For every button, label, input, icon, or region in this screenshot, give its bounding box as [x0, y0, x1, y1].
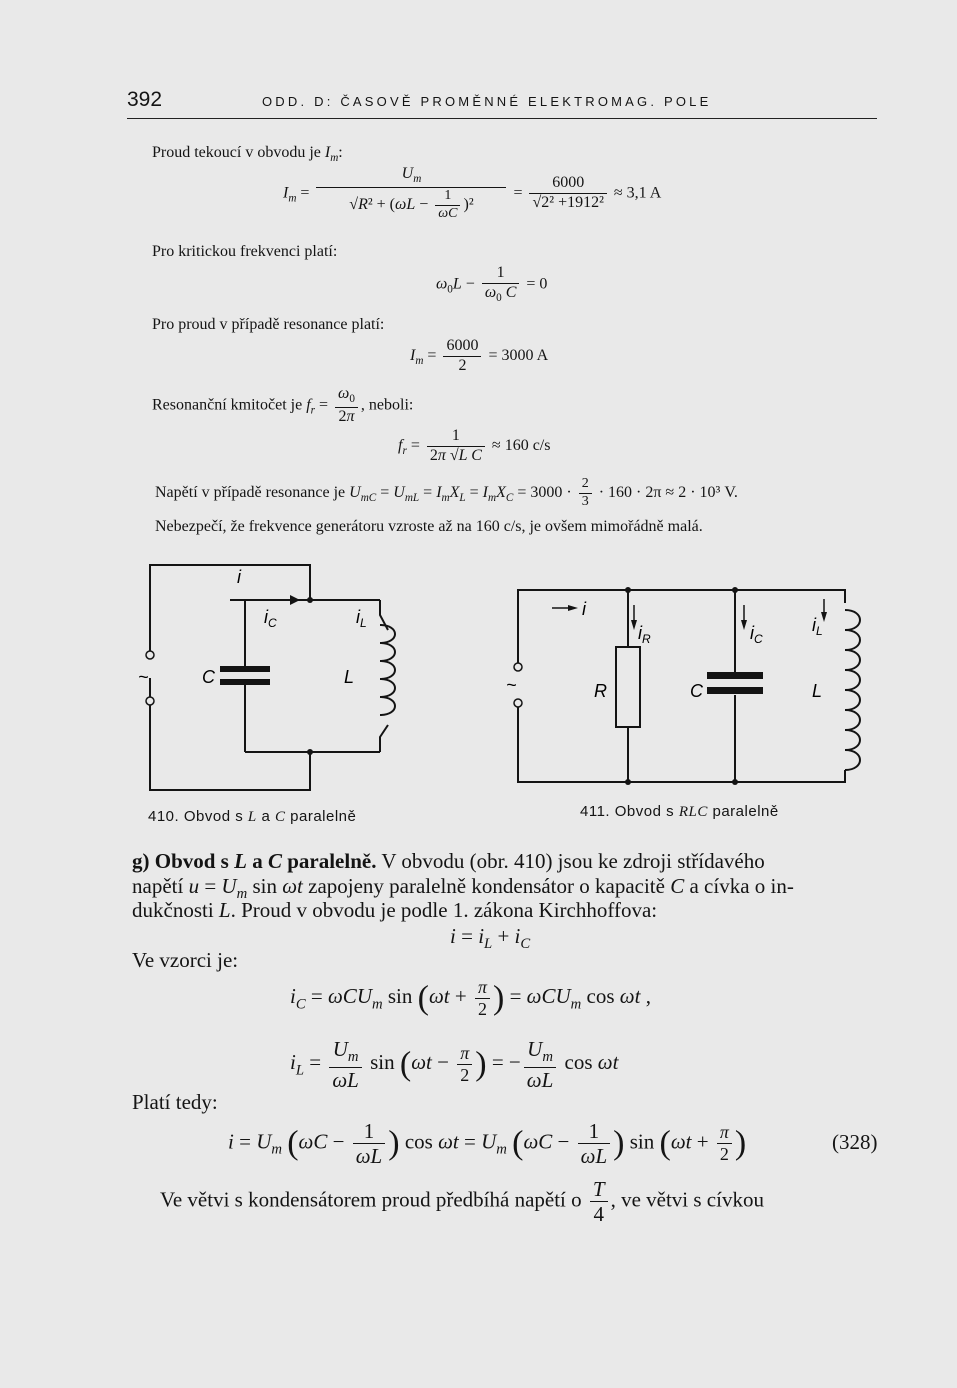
equation-il: $i_L$ = $\frac{U_m}{\omega L}$ sin (ωt − $\frac{\pi}{2}$ ) = − $\frac{U_m}{\omega L}$ cos ωt	[290, 1037, 619, 1092]
intro-line-2: Pro kritickou frekvenci platí:	[152, 243, 338, 260]
equation-1: $I_m$ = $U_m$ √R² + (ωL − $\frac{1}{\omega C}$ )² = $\frac{6000}{\text{√2² +1912²}}$ ≈ 3,1 A	[283, 165, 662, 221]
source-tilde-411: ~	[506, 675, 517, 695]
label-il: $i_L$	[356, 607, 367, 630]
label-ic-411: $i_C$	[750, 623, 763, 646]
label-ir: $i_R$	[638, 623, 651, 646]
intro-line-6: Nebezpečí, že frekvence generátoru vzroste až na 160 c/s, je ovšem mimořádně malá.	[155, 518, 703, 535]
source-tilde: ~	[138, 667, 149, 687]
figure-411-caption: 411. Obvod s RLC paralelně	[580, 803, 779, 820]
equation-3: $I_m$ = $\frac{6000}{2}$ = 3000 A	[410, 337, 549, 374]
running-title: ODD. D: ČASOVĚ PROMĚNNÉ ELEKTROMAG. POLE	[262, 94, 712, 109]
page-number: 392	[127, 88, 163, 111]
eq1-fraction-numeric: $\frac{6000}{\text{√2² +1912²}}$	[529, 175, 606, 212]
section-g-line-2: napětí $u = U_m$ sin ωt zapojeny paralelně kondensátor o kapacitě C a cívka o in-	[132, 874, 794, 903]
equation-328: $i = U_m$ (ωC − $\frac{1}{\omega L}$ ) $\cos \omega t = U_m$ (ωC − $\frac{1}{\omega L}$ ) sin (ωt + $\frac{\pi}{2}$ )	[228, 1119, 747, 1169]
intro-line-1: Proud tekoucí v obvodu je $I_m$:	[152, 144, 343, 165]
label-l: L	[344, 667, 355, 687]
figure-410-caption: 410. Obvod s L a C paralelně	[148, 808, 357, 825]
label-ic: $i_C$	[264, 607, 277, 630]
figure-411-rlc-parallel	[500, 575, 870, 790]
intro-line-4: Resonanční kmitočet je $f_r$ = $\frac{\omega_0}{2\pi}$ , neboli:	[152, 385, 414, 425]
equation-ic: $i_C = \omega CU_m$ sin (ωt + $\frac{\pi}{2}$ ) = ωCU$_m$ cos ωt ,	[290, 977, 651, 1019]
section-g-line-1: g) Obvod s L a C paralelně. V obvodu (obr. 410) jsou ke zdroji střídavého	[132, 849, 765, 873]
label-i: i	[237, 567, 241, 587]
plati-tedy-label: Platí tedy:	[132, 1090, 218, 1114]
equation-kirchhoff: $i = i_L + i_C$	[450, 924, 531, 953]
eq1-fraction: $U_m$ √R² + (ωL − $\frac{1}{\omega C}$ )²	[316, 166, 506, 221]
label-i-411: i	[582, 599, 586, 619]
intro-line-3: Pro proud v případě resonance platí:	[152, 316, 385, 333]
figure-410-lc-parallel	[130, 555, 420, 800]
header-rule	[127, 118, 877, 119]
section-g-last-line: Ve větvi s kondensátorem proud předbíhá napětí o $\frac{T}{4}$ , ve větvi s cívkou	[160, 1177, 764, 1227]
intro-line-5: Napětí v případě resonance je $U_{mC} = U_{mL} = I_mX_L = I_mX_C = 3000$ · $\frac{2}{3}$ · 160 · 2π ≈ 2 · 10³ V.	[155, 476, 738, 509]
equation-2: $\omega_0L$ − $\frac{1}{\omega_0 C}$ = 0	[436, 264, 548, 304]
section-g-line-3: dukčnosti L. Proud v obvodu je podle 1. zákona Kirchhoffova:	[132, 898, 658, 922]
label-c: C	[202, 667, 215, 687]
label-il-411: $i_L$	[812, 615, 823, 638]
equation-4: $f_r$ = $\frac{1}{\text{2π √L C}}$ ≈ 160 c/s	[398, 427, 551, 464]
label-c-411: C	[690, 681, 703, 701]
ve-vzorci-label: Ve vzorci je:	[132, 948, 239, 972]
label-l-411: L	[812, 681, 823, 701]
label-r: R	[594, 681, 607, 701]
equation-number-328: (328)	[832, 1130, 878, 1154]
